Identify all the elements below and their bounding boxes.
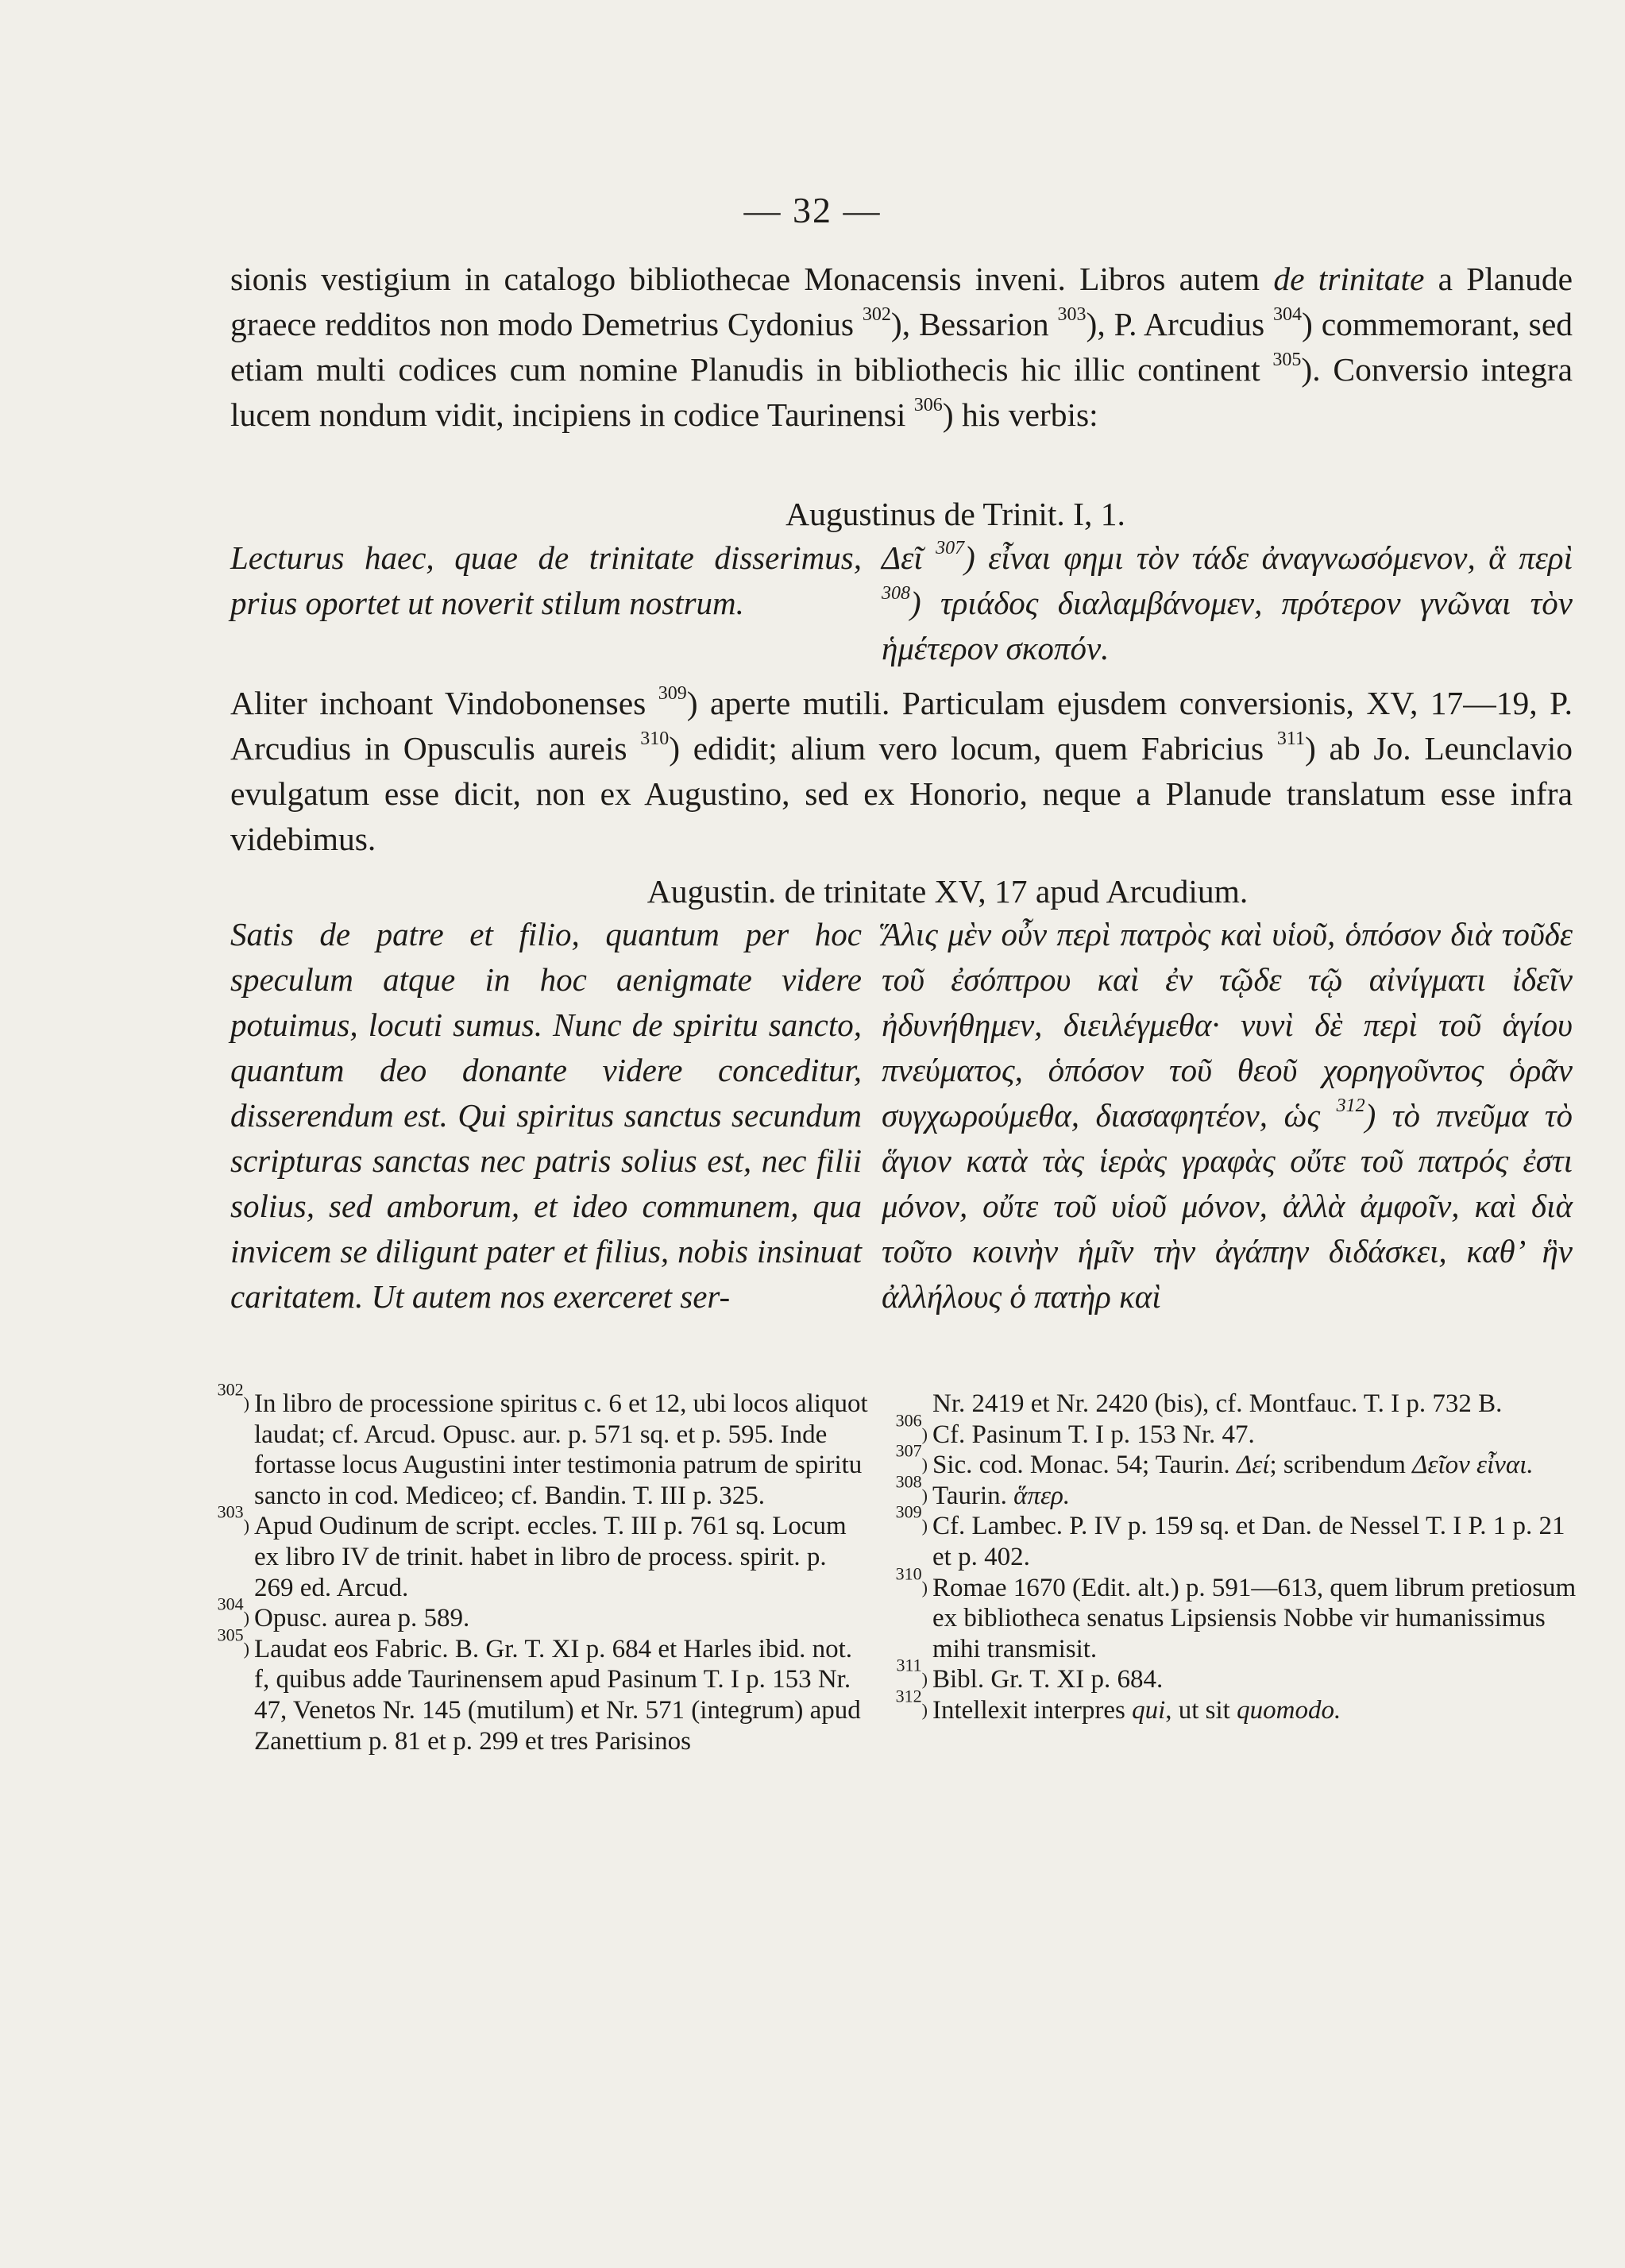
footnote: $^{304}$) Opusc. aurea p. 589. bbox=[217, 1594, 470, 1633]
footnotes-left bbox=[203, 1379, 870, 1756]
footnote-ref: 306 bbox=[913, 394, 943, 415]
latin-column: Satis de patre et filio, quantum per hoc speculum atque in hoc aenigmate videre potuimus, locuti sumus. Nunc de spiritu sancto, quantum deo donante videre conceditur, disserendum est. Qui spiritus sanctus secundum scripturas sanctas nec patris solius est, nec filii solius, sed amborum, et ideo communem, qua invicem se diligunt pater et filius, nobis insinuat caritatem. Ut autem nos exerceret ser- bbox=[230, 916, 862, 1315]
footnote-ref: 311 bbox=[1276, 728, 1306, 749]
footnote-ref: 302 bbox=[862, 303, 891, 325]
footnote: $^{305}$) Laudat eos Fabric. B. Gr. T. XI p. 684 et Harles ibid. not. f, quibus adde Taurinensem apud Pasinum T. I p. 153 Nr. 47, Venetos Nr. 145 (mutilum) et Nr. 571 (integrum) apud Zanettium p. 81 et p. 299 et tres Parisinos bbox=[217, 1625, 861, 1756]
footnote: $^{309}$) Cf. Lambec. P. IV p. 159 sq. et Dan. de Nessel T. I P. 1 p. 21 et p. 402. bbox=[895, 1501, 1565, 1571]
footnote-ref: 307 bbox=[936, 537, 965, 558]
footnote: $^{307}$) Sic. cod. Monac. 54; Taurin. Δεί; scribendum Δεῖον εἶναι. bbox=[895, 1440, 1534, 1480]
footnote-continuation: Nr. 2419 et Nr. 2420 (bis), cf. Montfauc. T. I p. 732 B. bbox=[932, 1389, 1503, 1418]
footnote-ref: 303 bbox=[1057, 303, 1087, 325]
footnote-ref: 309 bbox=[658, 682, 687, 704]
footnote-ref: 310 bbox=[640, 728, 670, 749]
footnote-ref: 305 bbox=[1272, 349, 1302, 370]
greek-column: Ἅλις μὲν οὖν περὶ πατρὸς καὶ υἱοῦ, ὁπόσον διὰ τοῦδε τοῦ ἐσόπτρου καὶ ἐν τῷδε τῷ αἰνίγματι ἰδεῖν ἠδυνήθημεν, διειλέγμεθα· νυνὶ δὲ περὶ τοῦ ἁγίου πνεύματος, ὁπόσον τοῦ θεοῦ χορηγοῦντος ὁρᾶν συγχωρούμεθα, διασαφητέον, ὡς $^{312}$) τὸ πνεῦμα τὸ ἅγιον κατὰ τὰς ἱερὰς γραφὰς οὔτε τοῦ πατρός ἐστι μόνον, οὔτε τοῦ υἱοῦ μόνον, ἀλλὰ ἀμφοῖν, καὶ διὰ τοῦτο κοινὴν ἡμῖν τὴν ἀγάπην διδάσκει, καθ’ ἣν ἀλλήλους ὁ πατὴρ καὶ bbox=[882, 916, 1573, 1315]
page-number: — 32 — bbox=[743, 190, 882, 230]
footnotes-right bbox=[882, 1389, 1581, 1726]
footnote: $^{310}$) Romae 1670 (Edit. alt.) p. 591—613, quem librum pretiosum ex bibliotheca senatus Lipsiensis Nobbe vir humanissimus mihi transmisit. bbox=[895, 1563, 1577, 1663]
greek-column: Δεῖ $^{307}$) εἶναι φημι τὸν τάδε ἀναγνωσόμενον, ἃ περὶ $^{308}$) τριάδος διαλαμβάνομεν, πρότερον γνῶναι τὸν ἡμέτερον σκοπόν. bbox=[882, 537, 1573, 666]
body-paragraph: Aliter inchoant Vindobonenses $^{309}$) aperte mutili. Particulam ejusdem conversionis, XV, 17—19, P. Arcudius in Opusculis aureis $^{310}$) edidit; alium vero locum, quem Fabricius $^{311}$) ab Jo. Leunclavio evulgatum esse dicit, non ex Augustino, sed ex Honorio, neque a Planude translatum esse infra videbimus. bbox=[230, 682, 1573, 857]
footnote: $^{303}$) Apud Oudinum de script. eccles. T. III p. 761 sq. Locum ex libro IV de trinit. habet in libro de process. spirit. p. 269 ed. Arcud. bbox=[217, 1501, 847, 1602]
footnote: $^{302}$) In libro de processione spiritus c. 6 et 12, ubi locos aliquot laudat; cf. Arcud. Opusc. aur. p. 571 sq. et p. 595. Inde fortasse locus Augustini inter testimonia patrum de spiritu sancto in cod. Mediceo; cf. Bandin. T. III p. 325. bbox=[217, 1379, 868, 1510]
footnote-ref: 304 bbox=[1273, 303, 1303, 325]
footnote: $^{312}$) Intellexit interpres qui, ut sit quomodo. bbox=[895, 1686, 1341, 1725]
footnote-ref: 312 bbox=[1336, 1095, 1365, 1116]
footnote: $^{311}$) Bibl. Gr. T. XI p. 684. bbox=[896, 1655, 1164, 1694]
intro-paragraph: sionis vestigium in catalogo bibliothecae Monacensis inveni. Libros autem de trinitate a Planude graece redditos non modo Demetrius Cydonius $^{302}$), Bessarion $^{303}$), P. Arcudius $^{304}$) commemorant, sed etiam multi codices cum nomine Planudis in bibliothecis hic illic continent $^{305}$). Conversio integra lucem nondum vidit, incipiens in codice Taurinensi $^{306}$) his verbis: bbox=[230, 261, 1573, 433]
footnote-ref: 308 bbox=[882, 582, 910, 604]
latin-column: Lecturus haec, quae de trinitate disserimus, prius oportet ut noverit stilum nostrum. bbox=[230, 539, 862, 621]
footnote: $^{308}$) Taurin. ἅπερ. bbox=[895, 1471, 1071, 1510]
section-heading: Augustin. de trinitate XV, 17 apud Arcudium. bbox=[647, 873, 1249, 910]
section-heading: Augustinus de Trinit. I, 1. bbox=[785, 496, 1125, 532]
footnote: $^{306}$) Cf. Pasinum T. I p. 153 Nr. 47. bbox=[895, 1410, 1255, 1449]
